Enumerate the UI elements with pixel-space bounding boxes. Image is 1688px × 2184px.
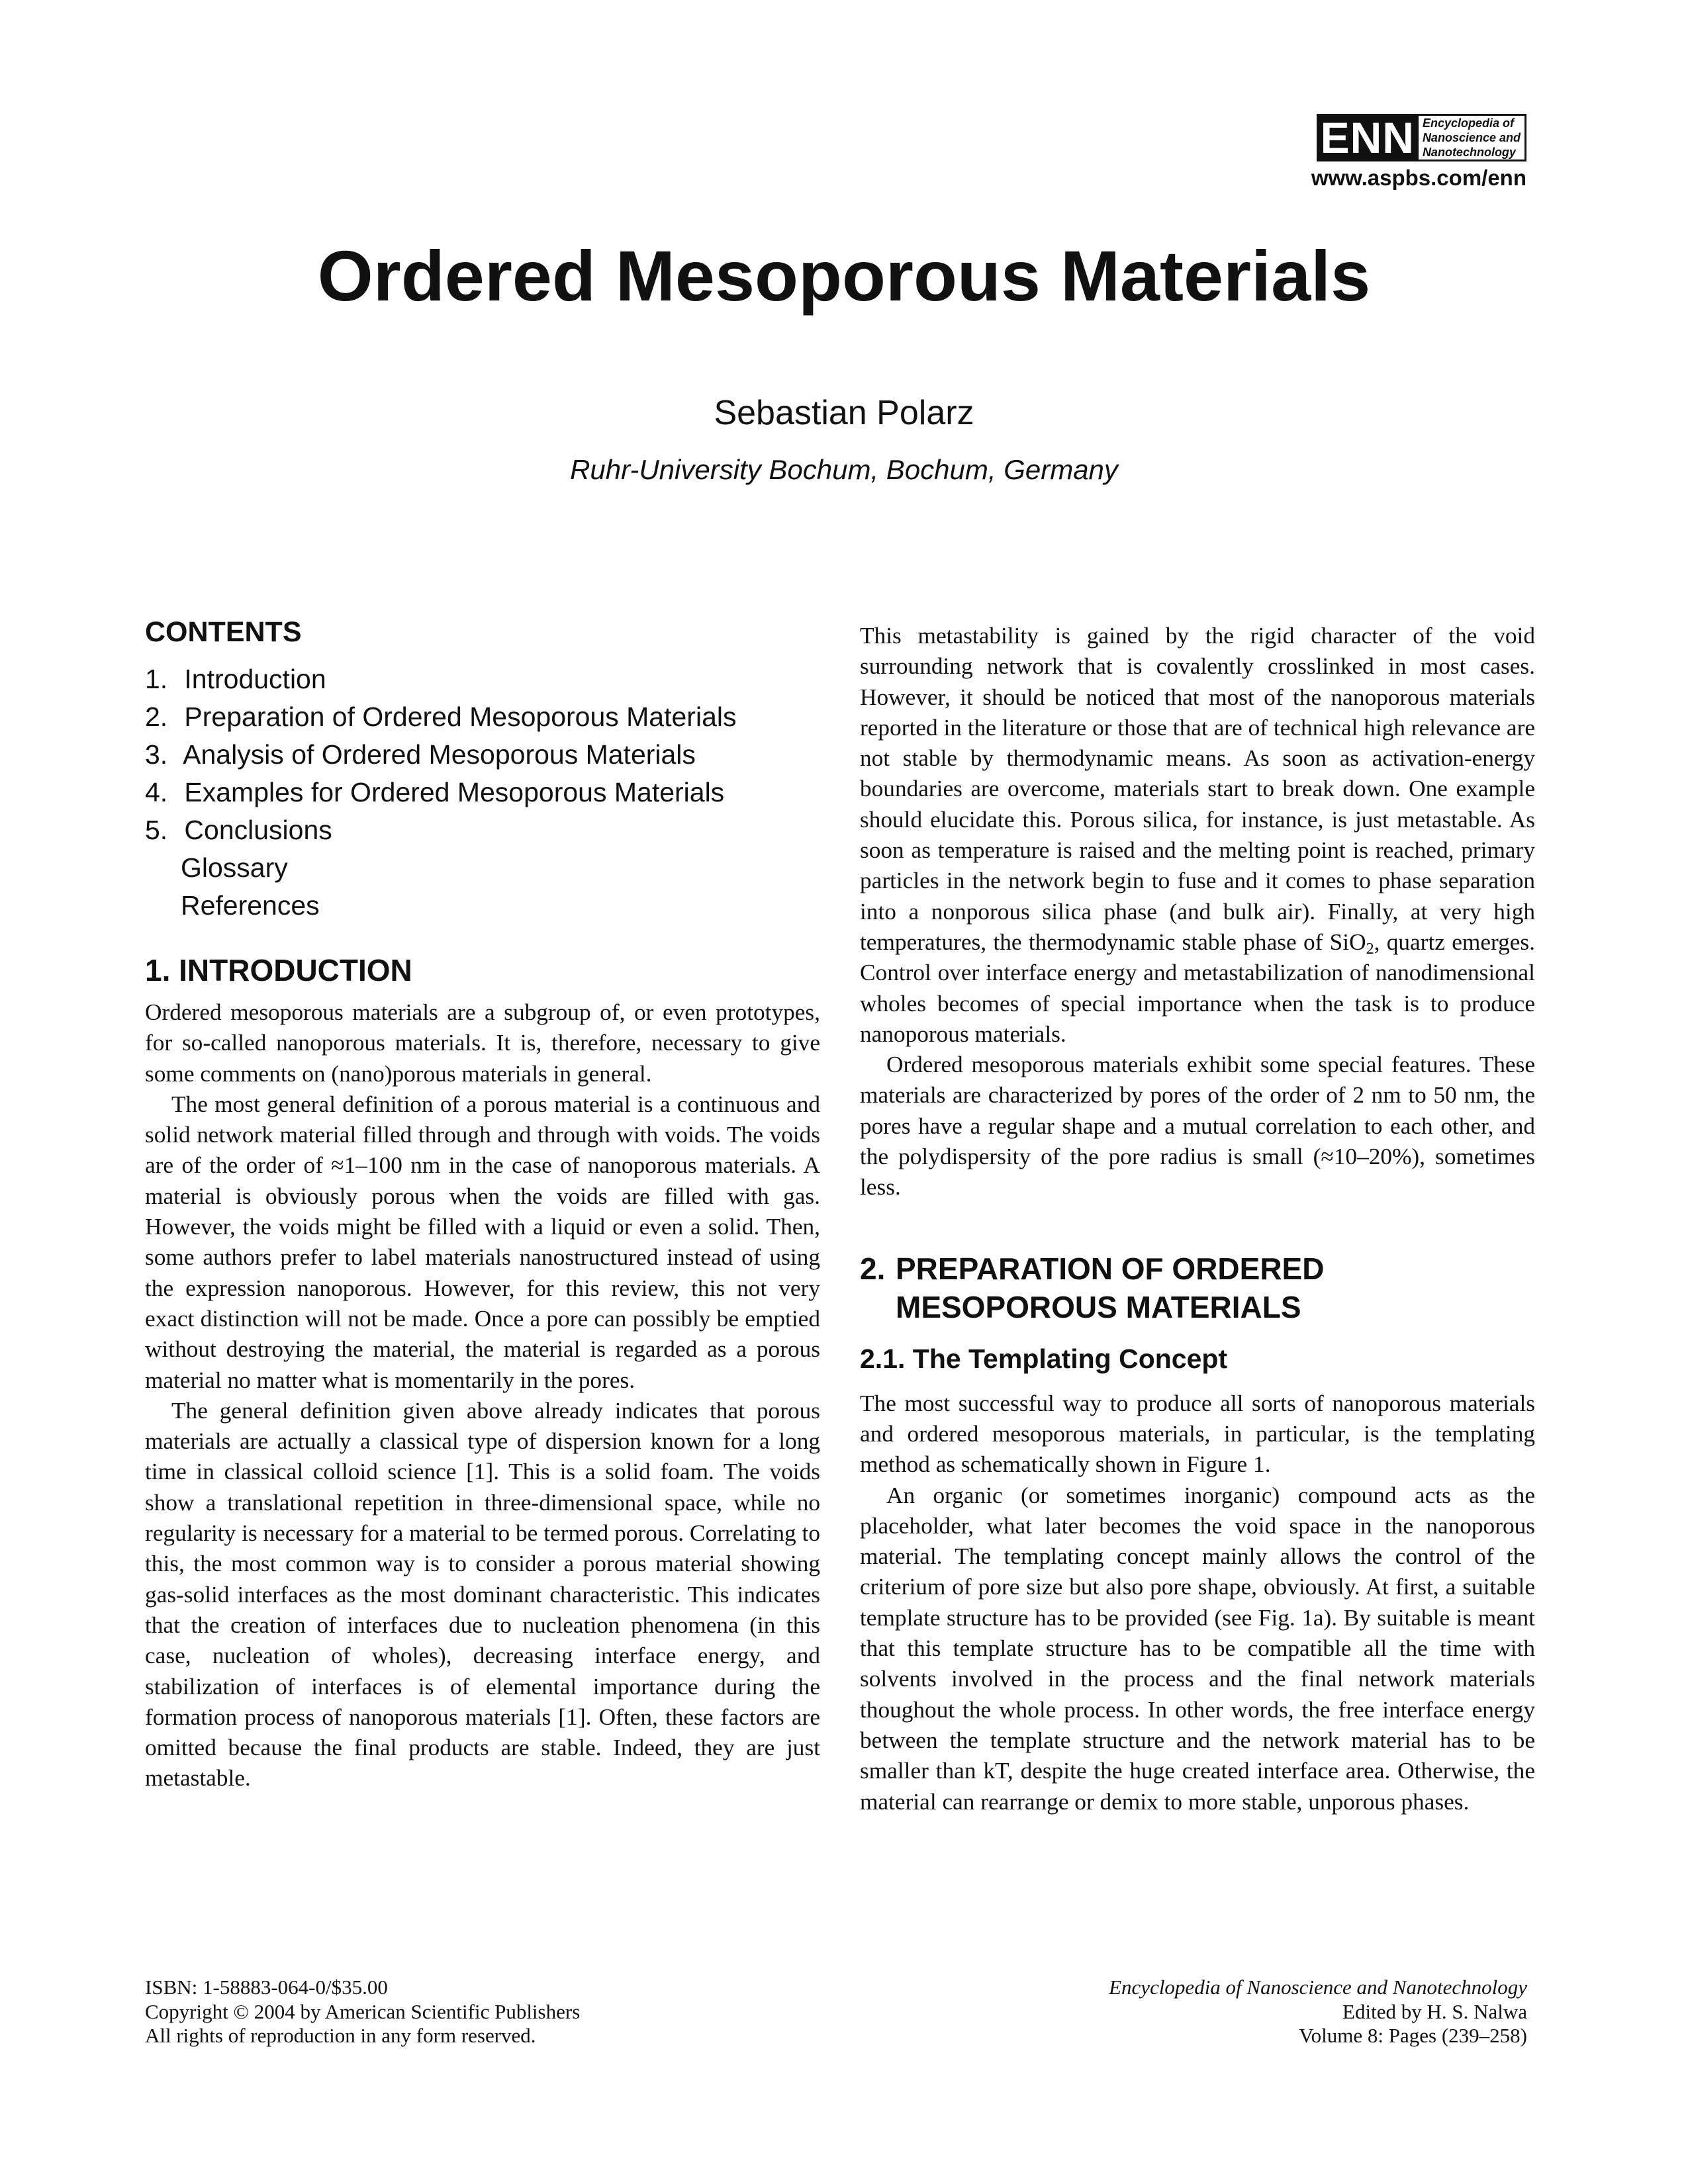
footer-line: Copyright © 2004 by American Scientific Publishers [145,1999,581,2023]
footer-line: ISBN: 1-58883-064-0/$35.00 [145,1976,388,1999]
toc-item[interactable] [145,660,820,698]
publisher-url[interactable]: www.aspbs.com/enn [1311,165,1526,190]
paragraph: Ordered mesoporous materials exhibit some special features. These materials are characterized by pores of the order of 2 nm to 50 nm, the pores have a regular shape and a mutual correlation to each other, and the polydispersity of the pore radius is small (≈10–20%), sometimes less. [860,1052,1535,1201]
toc-label: Glossary [181,852,288,883]
paragraph: The most general definition of a porous material is a continuous and solid network material filled through and through with voids. The voids are of the order of ≈1–100 nm in the case of nanoporous materials. A material is obviously porous when the voids are filled with gas. However, the voids might be filled with a liquid or even a solid. Then, some authors prefer to label materials nanostructured instead of using the expression nanoporous. However, for this review, this not very exact distinction will not be made. Once a pore can possibly be emptied without destroying the material, the material is regarded as a porous material no matter what is momentarily in the pores. [145,1091,820,1393]
footer-copyright [145,1976,580,2048]
section-title-line: PREPARATION OF ORDERED [896,1251,1325,1286]
subscript: 2 [1366,940,1374,958]
author-affiliation: Ruhr-University Bochum, Bochum, Germany [570,454,1118,485]
publisher-logo [1264,114,1526,191]
enn-logo [1264,114,1526,161]
footer-line: Edited by H. S. Nalwa [1342,1999,1527,2023]
section-title-line: MESOPOROUS MATERIALS [896,1289,1301,1324]
toc-label: Examples for Ordered Mesoporous Materials [184,777,725,807]
text-run: This metastability is gained by the rigid character of the void surrounding network that is covalently crosslinked in most cases. However, it should be noticed that most of the nanoporous materials reported in the literature or those that are of technical high relevance are not stable by thermodynamic means. As soon as activation-energy boundaries are overcome, materials start to break down. One example should elucidate this. Porous silica, for instance, is just metastable. As soon as temperature is raised and the melting point is reached, primary particles in the network begin to fuse and it comes to phase separation into a nonporous silica phase (and bulk air). Finally, at very high temperatures, the thermodynamic stable phase of SiO [860,623,1535,955]
section-2-heading [860,1250,1535,1326]
right-column [860,621,1535,1817]
paragraph: The most successful way to produce all sorts of nanoporous materials and ordered mesoporous materials, in particular, is the templating method as schematically shown in Figure 1. [860,1390,1535,1478]
footer-line: Volume 8: Pages (239–258) [1299,2024,1527,2047]
left-column [145,615,820,1794]
section-number: 2. [860,1251,886,1286]
paragraph: Ordered mesoporous materials are a subgroup of, or even prototypes, for so-called nanoporous materials. It is, therefore, necessary to give some comments on (nano)porous materials in general. [145,999,820,1087]
logo-line: Nanoscience and [1422,131,1521,144]
article-title: Ordered Mesoporous Materials [317,236,1371,316]
toc-number: 5. [145,815,168,845]
toc-item[interactable] [145,887,820,925]
toc-item[interactable] [145,736,820,774]
paragraph [860,621,1535,1050]
toc-item[interactable] [145,849,820,887]
toc-label: Conclusions [184,815,332,845]
footer-citation [1109,1976,1527,2048]
table-of-contents [145,660,820,925]
toc-label: References [181,890,320,921]
section-title [896,1250,1324,1326]
toc-number: 1. [145,664,168,694]
logo-mark: ENN [1317,114,1419,161]
toc-number: 3. [145,739,168,770]
toc-label: Preparation of Ordered Mesoporous Materials [184,702,737,732]
toc-item[interactable] [145,811,820,849]
text-run: , quartz emerges. Control over interface energy and metastabilization of nanodimensional wholes becomes of special importance when the task is to produce nanoporous materials. [860,929,1535,1047]
logo-text [1419,114,1526,161]
toc-item[interactable] [145,698,820,736]
toc-label: Introduction [184,664,326,694]
toc-item[interactable] [145,774,820,811]
paragraph: An organic (or sometimes inorganic) compound acts as the placeholder, what later becomes the void space in the nanoporous material. The templating concept mainly allows the control of the criterium of pore size but also pore shape, obviously. At first, a suitable template structure has to be provided (see Fig. 1a). By suitable is meant that this template structure has to be compatible all the time with solvents involved in the process and the final network materials thoughout the whole process. In other words, the free interface energy between the template structure and the network material has to be smaller than kT, despite the huge created interface area. Otherwise, the material can rearrange or demix to more stable, unporous phases. [860,1482,1535,1815]
toc-label: Analysis of Ordered Mesoporous Materials [183,739,696,770]
footer-line: All rights of reproduction in any form reserved. [145,2024,536,2047]
logo-line: Nanotechnology [1422,146,1516,159]
toc-number: 2. [145,702,168,732]
author-name: Sebastian Polarz [714,394,974,432]
footer-book-title: Encyclopedia of Nanoscience and Nanotechnology [1109,1976,1527,1999]
toc-number: 4. [145,777,168,807]
paragraph: The general definition given above already indicates that porous materials are actually a classical type of dispersion known for a long time in classical colloid science [1]. This is a solid foam. The voids show a translational repetition in three-dimensional space, while no regularity is necessary for a material to be termed porous. Correlating to this, the most common way is to consider a porous material showing gas-solid interfaces as the most dominant characteristic. This indicates that the creation of interfaces due to nucleation phenomena (in this case, nucleation of wholes), decreasing interface energy, and stabilization of interfaces is of elemental importance during the formation process of nanoporous materials [1]. Often, these factors are omitted because the final products are stable. Indeed, they are just metastable. [145,1397,820,1792]
logo-line: Encyclopedia of [1422,116,1514,130]
subsection-heading: 2.1. The Templating Concept [860,1343,1228,1374]
contents-heading: CONTENTS [145,616,302,648]
section-1-heading: 1. INTRODUCTION [145,953,412,987]
